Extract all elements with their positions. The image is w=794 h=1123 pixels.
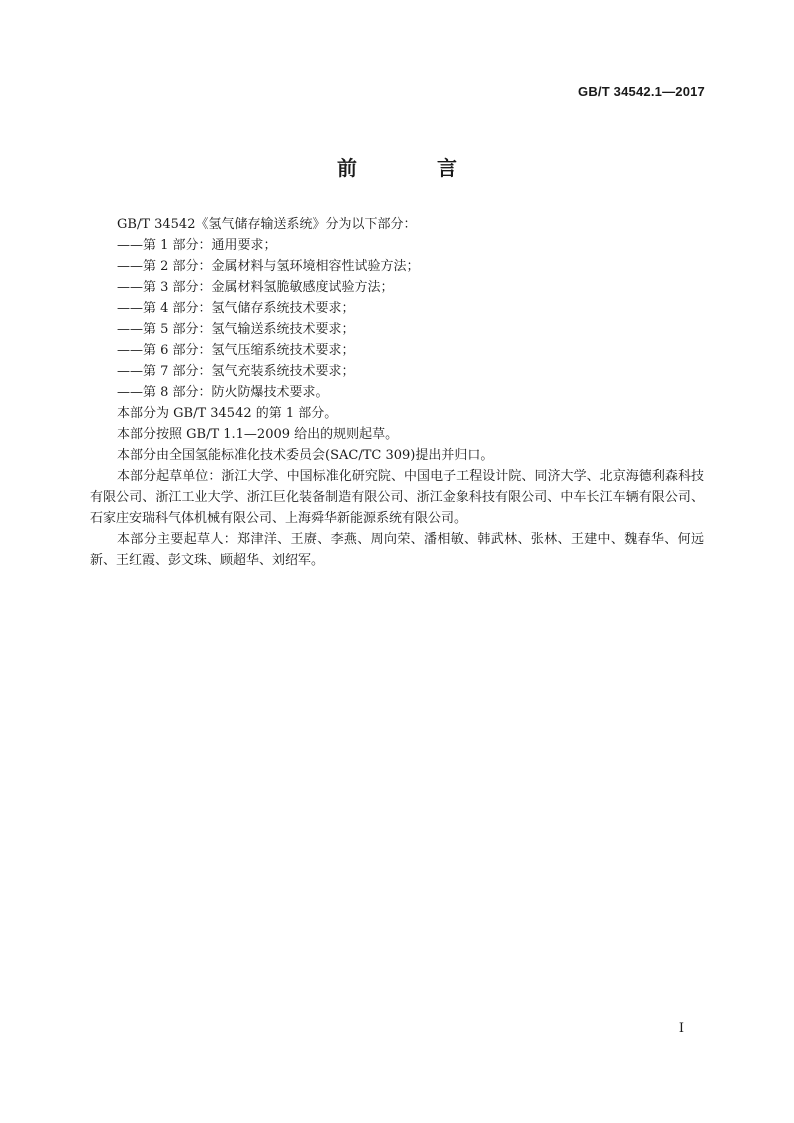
- list-item-part-7: ——第 7 部分：氢气充装系统技术要求；: [117, 364, 355, 379]
- list-item-part-3: ——第 3 部分：金属材料氢脆敏感度试验方法；: [117, 280, 394, 295]
- list-item-part-2: ——第 2 部分：金属材料与氢环境相容性试验方法；: [117, 259, 420, 274]
- page-title: 前 言: [337, 156, 487, 180]
- paragraph-part-statement: 本部分为 GB/T 34542 的第 1 部分。: [117, 406, 338, 421]
- paragraph-intro: GB/T 34542《氢气储存输送系统》分为以下部分：: [117, 217, 417, 232]
- paragraph-drafters: 本部分主要起草人：郑津洋、王赓、李燕、周向荣、潘相敏、韩武林、张林、王建中、魏春华、何远新、王红霞、彭文珠、顾超华、刘绍军。: [90, 532, 704, 568]
- paragraph-committee: 本部分由全国氢能标准化技术委员会(SAC/TC 309)提出并归口。: [117, 448, 494, 463]
- list-item-part-6: ——第 6 部分：氢气压缩系统技术要求；: [117, 343, 355, 358]
- list-item-part-5: ——第 5 部分：氢气输送系统技术要求；: [117, 322, 355, 337]
- paragraph-drafting-units: 本部分起草单位：浙江大学、中国标准化研究院、中国电子工程设计院、同济大学、北京海德利森科技有限公司、浙江工业大学、浙江巨化装备制造有限公司、浙江金象科技有限公司、中车长江车辆有限公司、石家庄安瑞科气体机械有限公司、上海舜华新能源系统有限公司。: [90, 469, 704, 526]
- page-number: I: [678, 1021, 684, 1036]
- list-item-part-8: ——第 8 部分：防火防爆技术要求。: [117, 385, 329, 400]
- list-item-part-1: ——第 1 部分：通用要求；: [117, 238, 277, 253]
- list-item-part-4: ——第 4 部分：氢气储存系统技术要求；: [117, 301, 355, 316]
- foreword-body: [90, 214, 704, 571]
- document-code: GB/T 34542.1—2017: [578, 84, 705, 99]
- paragraph-drafting-rules: 本部分按照 GB/T 1.1—2009 给出的规则起草。: [117, 427, 399, 442]
